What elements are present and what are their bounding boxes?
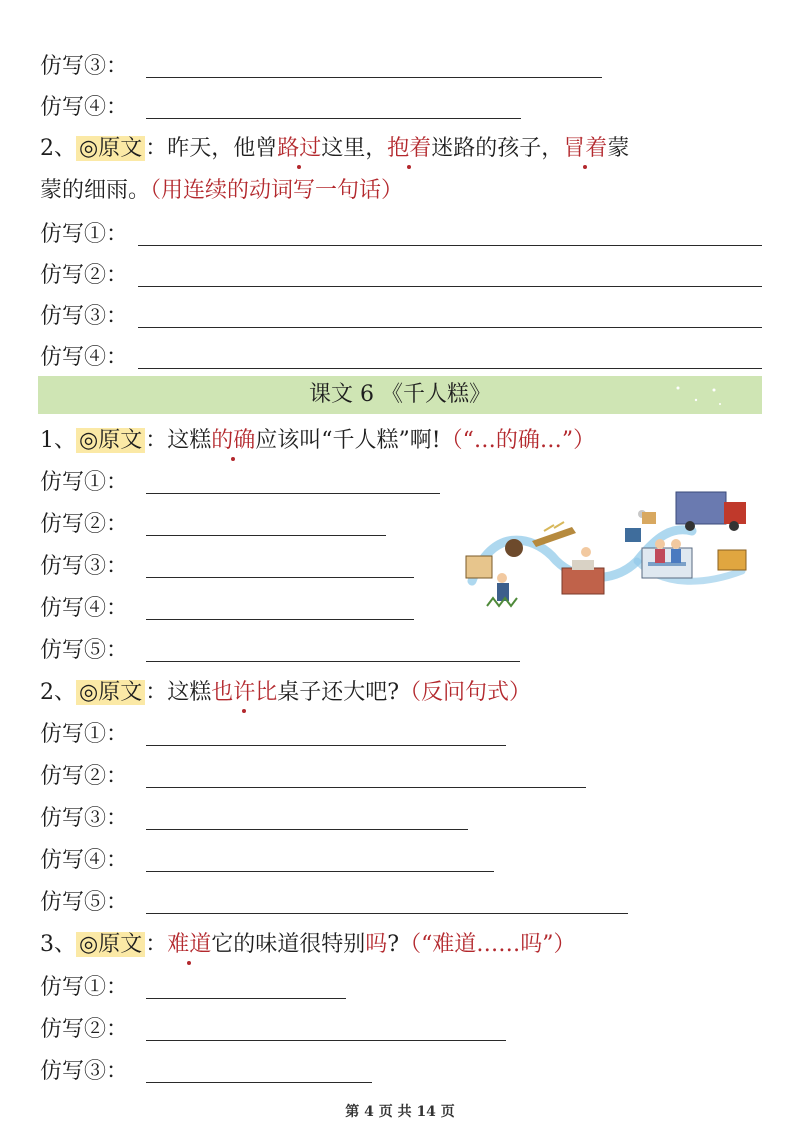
hint: （“难道……吗”） [399, 932, 576, 957]
rewrite-label: 仿写③： [40, 304, 129, 329]
answer-line[interactable] [146, 1040, 506, 1041]
answer-line[interactable] [146, 77, 602, 78]
answer-line[interactable] [146, 871, 494, 872]
answer-line[interactable] [146, 787, 586, 788]
rewrite-label: 仿写④： [40, 848, 129, 873]
lesson-banner [38, 376, 762, 414]
stove-figure [562, 547, 604, 594]
rewrite-label: 仿写④： [40, 95, 129, 120]
question-1-text: 1、 ◎原文 ：这糕的确应该叫“千人糕”啊!（“…的确…”） [40, 426, 595, 456]
lesson-title: 课文 6 《千人糕》 [309, 382, 491, 407]
rewrite-label: 仿写②： [40, 764, 129, 789]
rewrite-label: 仿写②： [40, 512, 129, 537]
hint: （“…的确…”） [440, 428, 596, 453]
rewrite-label: 仿写③： [40, 1059, 129, 1084]
rewrite-label: 仿写①： [40, 722, 129, 747]
original-text-tag: ◎原文 [76, 428, 145, 453]
hint: （反问句式） [399, 680, 532, 705]
answer-line[interactable] [138, 245, 762, 246]
hint: （用连续的动词写一句话） [150, 178, 404, 203]
answer-line[interactable] [146, 998, 346, 999]
production-chain-illustration [462, 486, 760, 612]
rewrite-label: 仿写④： [40, 596, 129, 621]
question-2-text: 2、 ◎原文 ：昨天，他曾路过这里，抱着迷路的孩子，冒着蒙 [40, 134, 629, 164]
answer-line[interactable] [146, 661, 520, 662]
rewrite-label: 仿写③： [40, 554, 129, 579]
answer-line[interactable] [146, 1082, 372, 1083]
answer-line[interactable] [146, 118, 521, 119]
original-text-tag: ◎原文 [76, 932, 145, 957]
rewrite-label: 仿写③： [40, 54, 129, 79]
rewrite-label: 仿写①： [40, 222, 129, 247]
answer-line[interactable] [146, 619, 414, 620]
rewrite-label: 仿写②： [40, 1017, 129, 1042]
answer-line[interactable] [138, 368, 762, 369]
rewrite-label: 仿写⑤： [40, 890, 129, 915]
answer-line[interactable] [146, 745, 506, 746]
rewrite-label: 仿写②： [40, 263, 129, 288]
answer-line[interactable] [146, 577, 414, 578]
question-2-text: 2、 ◎原文 ：这糕也许比桌子还大吧?（反问句式） [40, 678, 531, 708]
page-number: 第 4 页 共 14 页 [345, 1104, 455, 1120]
question-2-continuation: 蒙的细雨。（用连续的动词写一句话） [40, 178, 404, 203]
rewrite-label: 仿写③： [40, 806, 129, 831]
rewrite-label: 仿写⑤： [40, 638, 129, 663]
rewrite-label: 仿写①： [40, 470, 129, 495]
answer-line[interactable] [146, 829, 468, 830]
answer-line[interactable] [146, 493, 440, 494]
answer-line[interactable] [146, 913, 628, 914]
original-text-tag: ◎原文 [76, 136, 145, 161]
answer-line[interactable] [138, 327, 762, 328]
rewrite-label: 仿写④： [40, 345, 129, 370]
answer-line[interactable] [146, 535, 386, 536]
original-text-tag: ◎原文 [76, 680, 145, 705]
question-3-text: 3、 ◎原文 ：难道它的味道很特别吗?（“难道……吗”） [40, 930, 576, 960]
rewrite-label: 仿写①： [40, 975, 129, 1000]
answer-line[interactable] [138, 286, 762, 287]
